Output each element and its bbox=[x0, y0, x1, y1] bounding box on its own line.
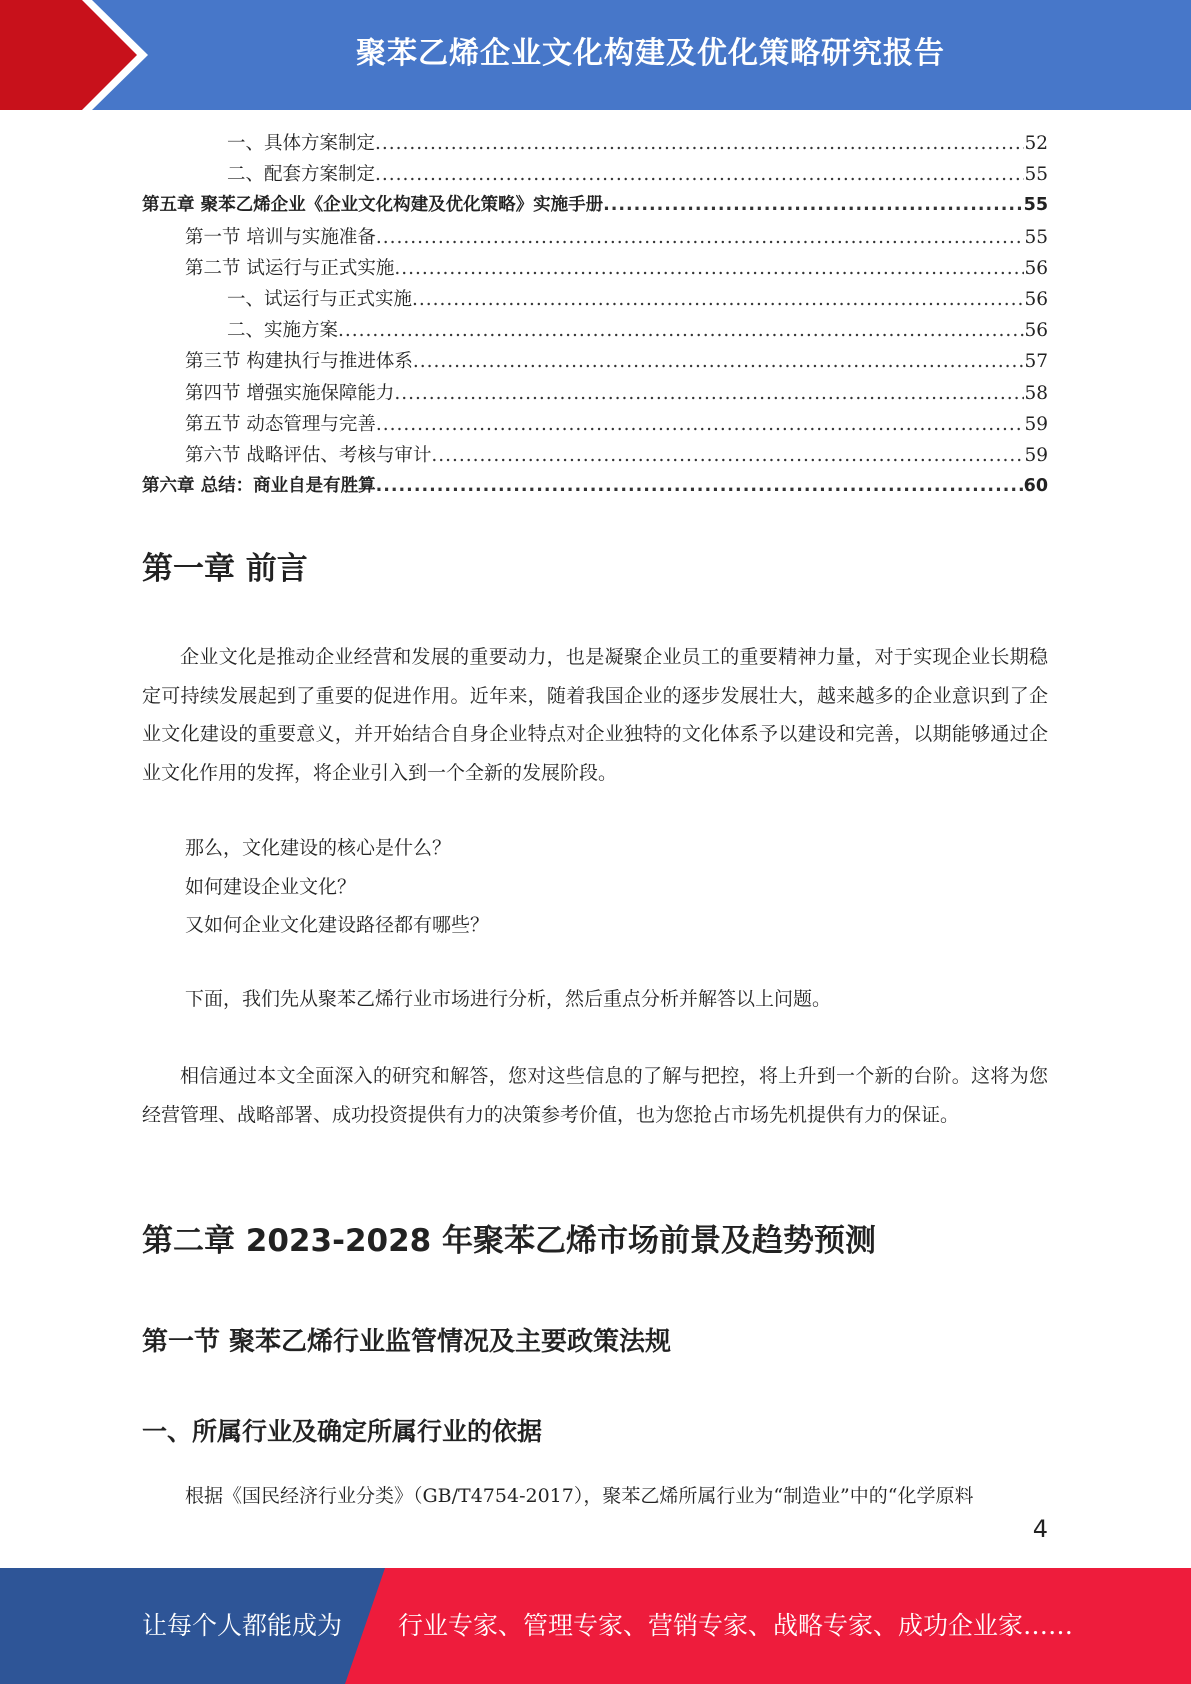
toc-dot-leader bbox=[376, 222, 1025, 253]
toc-entry-label: 二、实施方案 bbox=[227, 320, 339, 342]
toc-dot-leader bbox=[394, 253, 1024, 284]
toc-dot-leader bbox=[376, 471, 1024, 502]
toc-entry-page: 55 bbox=[1024, 226, 1048, 248]
toc-entry[interactable] bbox=[142, 346, 1048, 377]
question-1: 那么，文化建设的核心是什么？ bbox=[185, 837, 452, 859]
toc-entry[interactable] bbox=[142, 315, 1048, 346]
industry-paragraph: 根据《国民经济行业分类》（GB/T4754-2017），聚苯乙烯所属行业为“制造业”中的“化学原料 bbox=[185, 1485, 974, 1507]
toc-dot-leader bbox=[603, 190, 1024, 221]
chapter-2-heading: 第二章 2023-2028 年聚苯乙烯市场前景及趋势预测 bbox=[142, 1223, 877, 1259]
toc-entry[interactable] bbox=[142, 440, 1048, 471]
question-3: 又如何企业文化建设路径都有哪些？ bbox=[185, 914, 490, 936]
toc-entry-page: 55 bbox=[1024, 164, 1048, 186]
toc-entry-label: 一、试运行与正式实施 bbox=[227, 288, 413, 310]
toc-entry[interactable] bbox=[142, 471, 1048, 502]
toc-entry[interactable] bbox=[142, 409, 1048, 440]
toc-entry-label: 第六章 总结：商业自是有胜算 bbox=[142, 476, 376, 497]
subsection-1-heading: 一、所属行业及确定所属行业的依据 bbox=[142, 1417, 543, 1446]
toc-dot-leader bbox=[375, 128, 1024, 159]
toc-entry[interactable] bbox=[142, 128, 1048, 159]
chapter-1-heading: 第一章 前言 bbox=[142, 551, 308, 587]
toc-dot-leader bbox=[376, 409, 1025, 440]
footer-slogan-right: 行业专家、管理专家、营销专家、战略专家、成功企业家…… bbox=[398, 1611, 1074, 1640]
toc-entry-label: 第三节 构建执行与推进体系 bbox=[185, 351, 413, 373]
analysis-paragraph: 下面，我们先从聚苯乙烯行业市场进行分析，然后重点分析并解答以上问题。 bbox=[185, 988, 832, 1010]
toc-entry[interactable] bbox=[142, 253, 1048, 284]
toc-entry[interactable] bbox=[142, 190, 1048, 221]
toc-entry-page: 57 bbox=[1024, 351, 1048, 373]
toc-entry-label: 第二节 试运行与正式实施 bbox=[185, 257, 395, 279]
toc-entry-page: 59 bbox=[1024, 413, 1048, 435]
page-header bbox=[0, 0, 1191, 110]
report-title: 聚苯乙烯企业文化构建及优化策略研究报告 bbox=[356, 36, 945, 71]
toc-entry-label: 第一节 培训与实施准备 bbox=[185, 226, 376, 248]
toc-entry-page: 60 bbox=[1023, 476, 1048, 497]
toc-dot-leader bbox=[338, 315, 1024, 346]
toc-entry-page: 55 bbox=[1023, 195, 1048, 216]
toc-dot-leader bbox=[375, 159, 1024, 190]
conclusion-paragraph: 相信通过本文全面深入的研究和解答，您对这些信息的了解与把控，将上升到一个新的台阶。这将为您经营管理、战略部署、成功投资提供有力的决策参考价值，也为您抢占市场先机提供有力的保证。 bbox=[142, 1065, 1048, 1126]
intro-paragraph: 企业文化是推动企业经营和发展的重要动力，也是凝聚企业员工的重要精神力量，对于实现企业长期稳定可持续发展起到了重要的促进作用。近年来，随着我国企业的逐步发展壮大，越来越多的企业意识到了企业文化建设的重要意义，并开始结合自身企业特点对企业独特的文化体系予以建设和完善，以期能够通过企业文化作用的发挥，将企业引入到一个全新的发展阶段。 bbox=[142, 646, 1048, 784]
toc-entry-page: 56 bbox=[1024, 320, 1048, 342]
toc-entry-label: 第六节 战略评估、考核与审计 bbox=[185, 444, 432, 466]
toc-dot-leader bbox=[394, 378, 1024, 409]
toc-entry-page: 52 bbox=[1024, 133, 1048, 154]
toc-entry-page: 58 bbox=[1024, 382, 1048, 404]
toc-entry-label: 第五节 动态管理与完善 bbox=[185, 413, 376, 435]
page-number: 4 bbox=[1032, 1515, 1048, 1543]
page-footer bbox=[0, 1568, 1191, 1684]
toc-entry-page: 59 bbox=[1024, 444, 1048, 466]
toc-dot-leader bbox=[413, 346, 1025, 377]
toc-entry[interactable] bbox=[142, 378, 1048, 409]
toc-entry[interactable] bbox=[142, 159, 1048, 190]
toc-entry-label: 第五章 聚苯乙烯企业《企业文化构建及优化策略》实施手册 bbox=[142, 195, 604, 216]
toc-entry-label: 二、配套方案制定 bbox=[227, 164, 376, 186]
toc-entry-label: 第四节 增强实施保障能力 bbox=[185, 382, 395, 404]
section-1-heading: 第一节 聚苯乙烯行业监管情况及主要政策法规 bbox=[142, 1327, 672, 1357]
footer-slogan-left: 让每个人都能成为 bbox=[142, 1611, 343, 1640]
table-of-contents bbox=[142, 128, 1048, 502]
toc-dot-leader bbox=[431, 440, 1024, 471]
toc-entry-page: 56 bbox=[1024, 288, 1048, 310]
toc-entry[interactable] bbox=[142, 284, 1048, 315]
toc-entry-label: 一、具体方案制定 bbox=[227, 133, 376, 154]
toc-dot-leader bbox=[412, 284, 1024, 315]
toc-entry-page: 56 bbox=[1024, 257, 1048, 279]
toc-entry[interactable] bbox=[142, 222, 1048, 253]
question-2: 如何建设企业文化？ bbox=[185, 876, 357, 898]
